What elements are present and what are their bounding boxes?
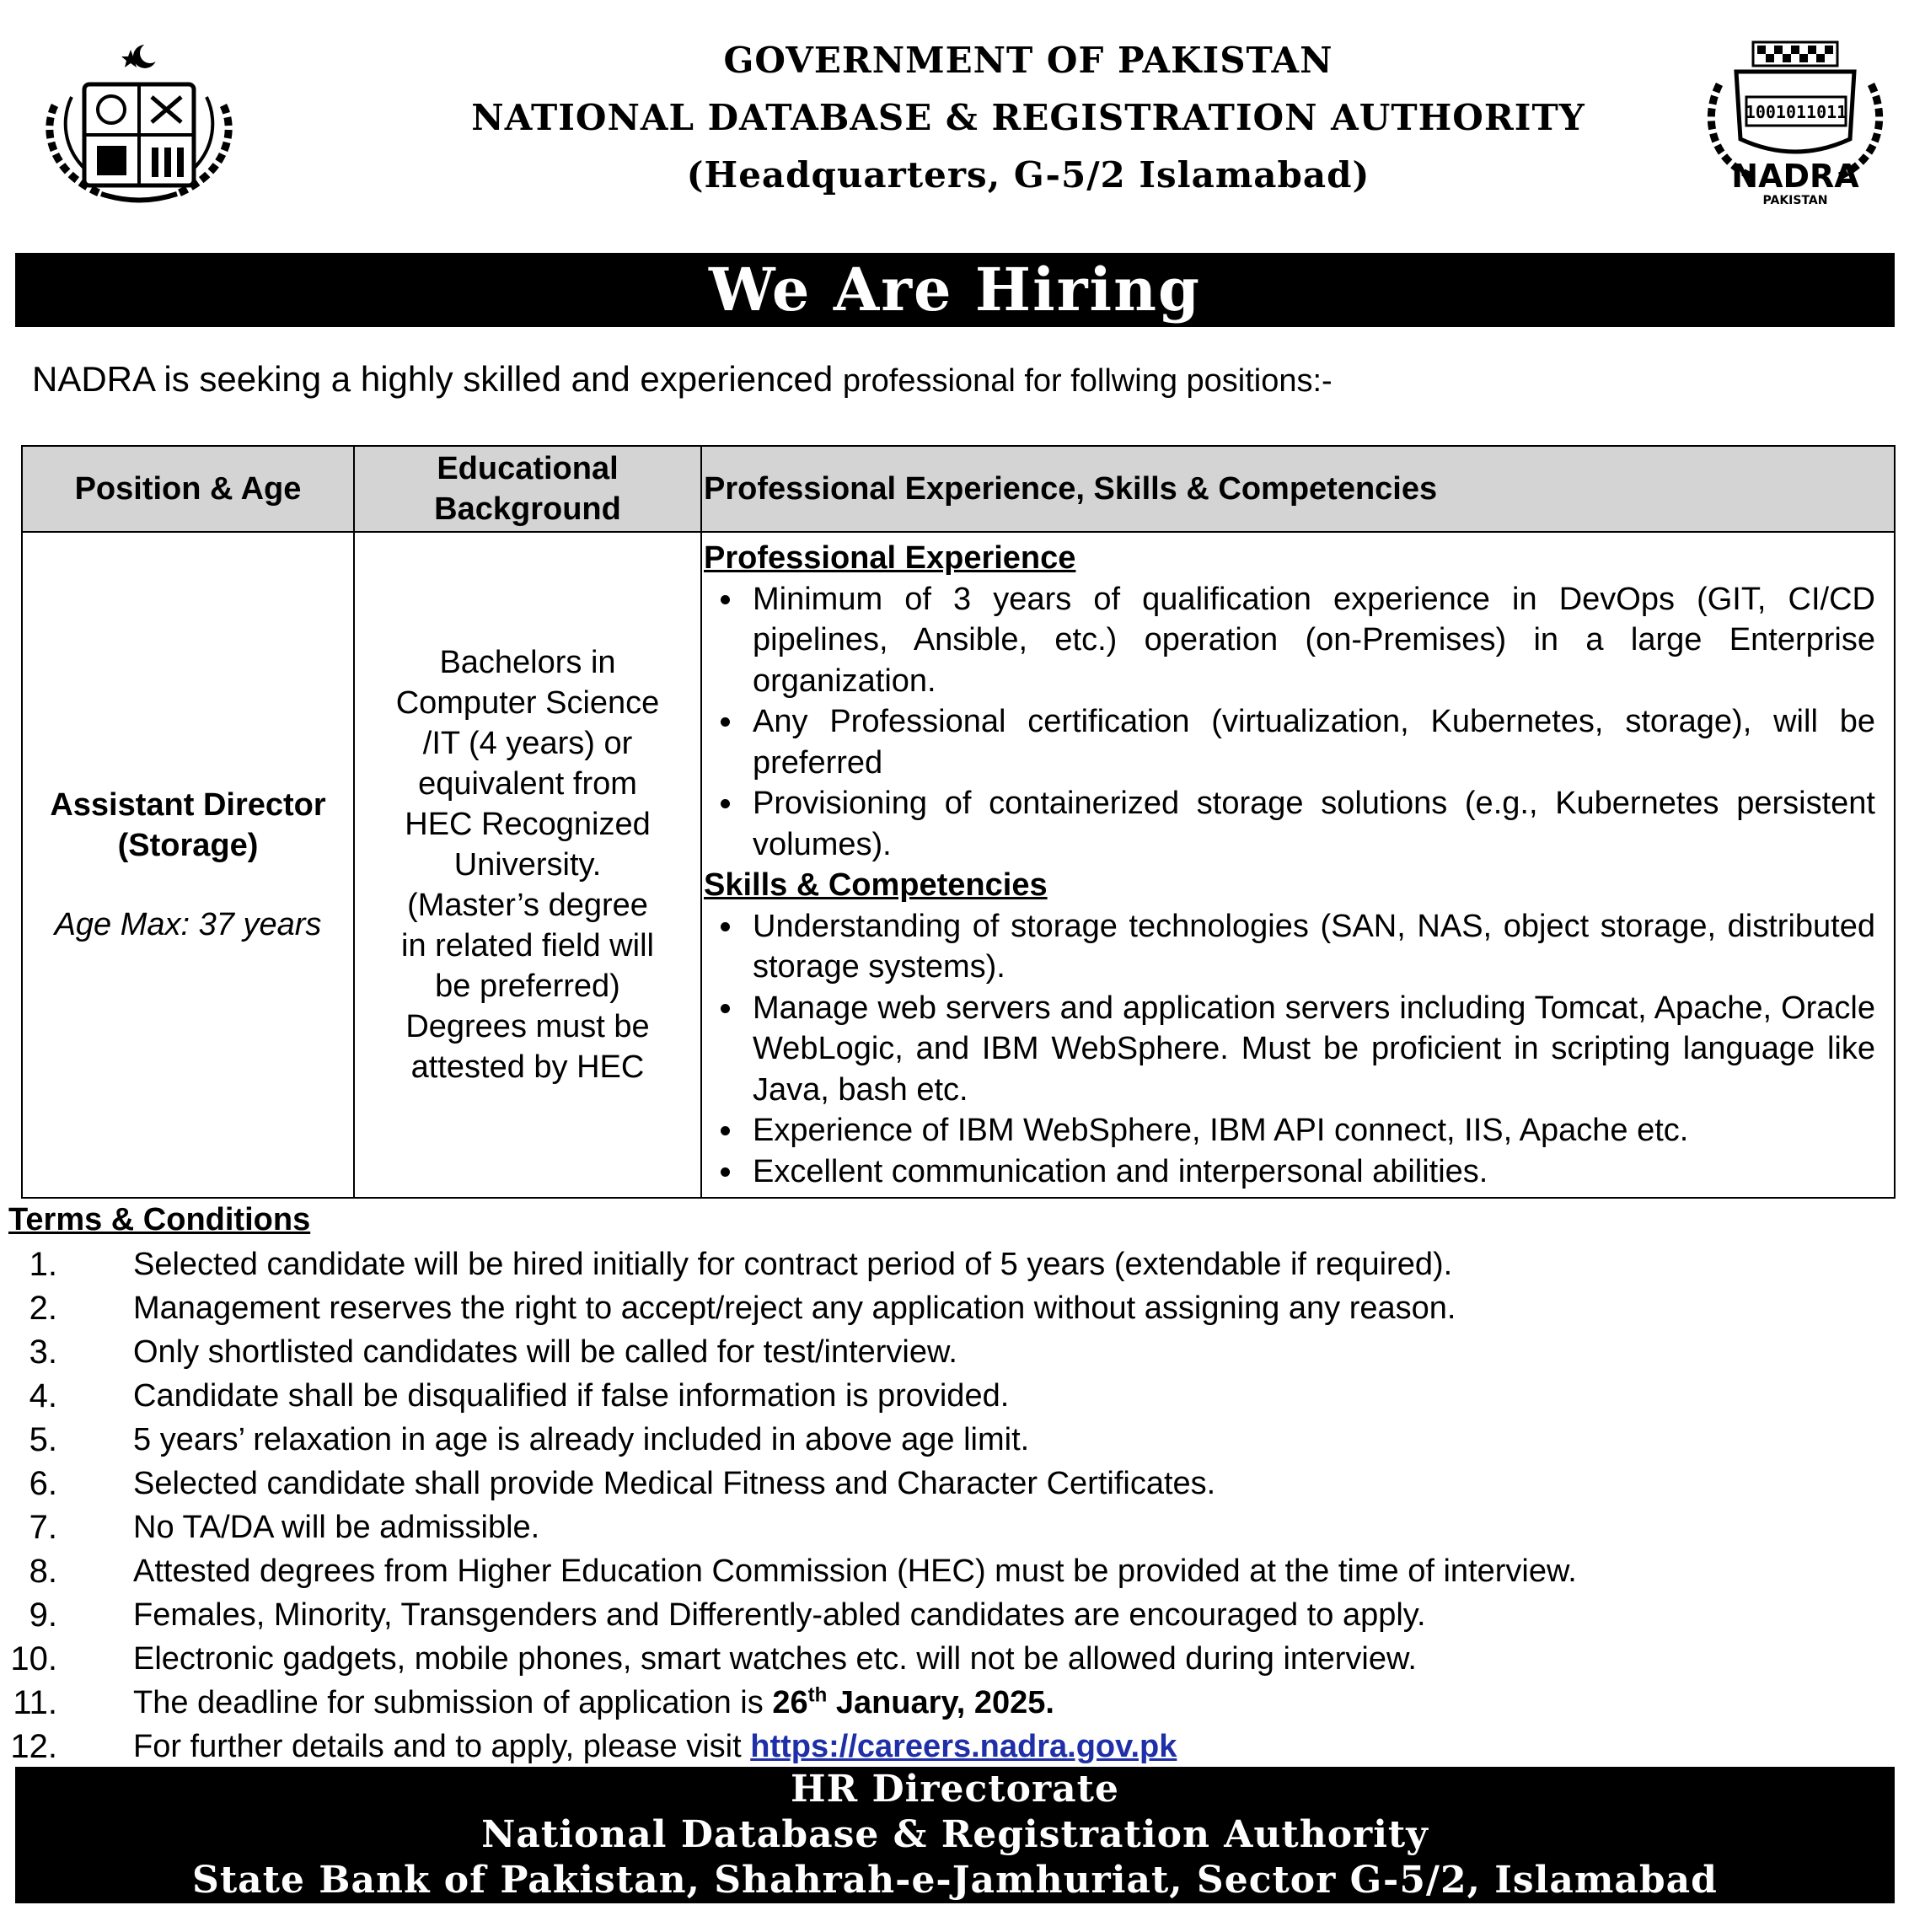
bullet-icon xyxy=(721,799,730,808)
term-item xyxy=(0,1330,1909,1374)
experience-list xyxy=(704,579,1875,866)
bullet-icon xyxy=(721,922,730,931)
government-title: GOVERNMENT OF PAKISTAN xyxy=(723,40,1333,81)
nadra-emblem-text: NADRA xyxy=(1731,158,1859,195)
deadline-date: 26th January, 2025. xyxy=(772,1683,1054,1720)
term-text: Selected candidate will be hired initially for contract period of 5 years (extendable if required). xyxy=(133,1247,1453,1282)
term-item xyxy=(0,1418,1909,1462)
education-line: Bachelors in xyxy=(439,645,616,680)
term-number: 3. xyxy=(29,1334,57,1371)
term-text: Attested degrees from Higher Education Commission (HEC) must be provided at the time of interview. xyxy=(133,1554,1577,1589)
term-item-deadline xyxy=(0,1681,1909,1725)
term-number: 7. xyxy=(29,1509,57,1546)
footer-contact xyxy=(15,1767,1895,1903)
term-number: 2. xyxy=(29,1290,57,1327)
intro-text-small: professional for follwing positions:- xyxy=(842,363,1333,399)
term-item xyxy=(0,1637,1909,1681)
terms-list xyxy=(0,1242,1909,1768)
education-line: (Master’s degree xyxy=(407,888,648,923)
terms-title: Terms & Conditions xyxy=(8,1202,311,1237)
list-item: Manage web servers and application servers including Tomcat, Apache, Oracle WebLogic, and IBM WebSphere. Must be proficient in scripting language like Java, bash etc. xyxy=(721,988,1875,1111)
education-line: in related field will xyxy=(401,928,654,963)
age-limit: Age Max: 37 years xyxy=(54,907,322,942)
term-text: Only shortlisted candidates will be called for test/interview. xyxy=(133,1334,957,1370)
government-of-pakistan-emblem xyxy=(25,38,253,207)
headquarters-address: (Headquarters, G-5/2 Islamabad) xyxy=(686,154,1370,196)
intro-text-large: NADRA is seeking a highly skilled and experienced xyxy=(32,359,834,399)
education-line: HEC Recognized xyxy=(405,807,651,842)
footer-directorate: HR Directorate xyxy=(791,1768,1119,1811)
education-cell xyxy=(354,532,701,1198)
list-item: Provisioning of containerized storage solutions (e.g., Kubernetes persistent volumes). xyxy=(721,783,1875,865)
apply-text xyxy=(133,1725,1177,1768)
table-header-row xyxy=(22,446,1895,532)
list-item: Excellent communication and interpersonal abilities. xyxy=(721,1151,1875,1193)
experience-cell xyxy=(701,532,1895,1198)
term-number: 4. xyxy=(29,1377,57,1414)
term-text: Selected candidate shall provide Medical Fitness and Character Certificates. xyxy=(133,1466,1216,1501)
skills-list xyxy=(704,906,1875,1193)
bullet-icon xyxy=(721,1004,730,1013)
header-education: Educational Background xyxy=(354,446,701,532)
term-number: 5. xyxy=(29,1421,57,1458)
list-item: Any Professional certification (virtualization, Kubernetes, storage), will be preferred xyxy=(721,701,1875,783)
term-text: No TA/DA will be admissible. xyxy=(133,1510,540,1545)
term-item xyxy=(0,1286,1909,1330)
nadra-emblem-digits: 1001011011 xyxy=(1745,102,1847,122)
header-experience: Professional Experience, Skills & Competencies xyxy=(701,446,1895,532)
skills-title: Skills & Competencies xyxy=(704,867,1048,903)
term-item xyxy=(0,1242,1909,1286)
term-item xyxy=(0,1462,1909,1505)
footer-authority: National Database & Registration Authority xyxy=(481,1813,1429,1856)
term-text: Electronic gadgets, mobile phones, smart watches etc. will not be allowed during interview. xyxy=(133,1641,1417,1677)
document-header xyxy=(0,0,1909,219)
term-number: 12. xyxy=(10,1728,57,1765)
experience-title: Professional Experience xyxy=(704,540,1076,576)
nadra-emblem-subtext: PAKISTAN xyxy=(1762,194,1828,207)
nadra-emblem xyxy=(1694,34,1896,211)
table-row xyxy=(22,532,1895,1198)
bullet-icon xyxy=(721,595,730,604)
term-text: Candidate shall be disqualified if false information is provided. xyxy=(133,1378,1010,1414)
education-line: University. xyxy=(453,847,602,883)
authority-title: NATIONAL DATABASE & REGISTRATION AUTHORITY xyxy=(471,97,1585,138)
list-item: Experience of IBM WebSphere, IBM API connect, IIS, Apache etc. xyxy=(721,1110,1875,1151)
positions-table xyxy=(21,445,1896,1199)
education-line: Computer Science xyxy=(395,685,660,721)
deadline-prefix: The deadline for submission of application is xyxy=(133,1685,764,1720)
term-item xyxy=(0,1593,1909,1637)
term-item xyxy=(0,1374,1909,1418)
term-number: 8. xyxy=(29,1553,57,1590)
education-line: be preferred) xyxy=(435,969,620,1004)
intro-text xyxy=(32,354,1333,406)
term-number: 10. xyxy=(10,1640,57,1677)
header-position-age: Position & Age xyxy=(22,446,354,532)
term-text: Management reserves the right to accept/reject any application without assigning any reason. xyxy=(133,1291,1456,1326)
education-line: /IT (4 years) or xyxy=(422,726,633,761)
term-number: 9. xyxy=(29,1597,57,1634)
bullet-icon xyxy=(721,717,730,727)
education-line: Degrees must be xyxy=(405,1009,650,1044)
position-title-line1: Assistant Director xyxy=(50,787,326,823)
term-item xyxy=(0,1505,1909,1549)
hiring-banner: We Are Hiring xyxy=(15,253,1895,327)
deadline-text xyxy=(133,1681,1054,1725)
term-text: 5 years’ relaxation in age is already included in above age limit. xyxy=(133,1422,1030,1457)
list-item: Minimum of 3 years of qualification experience in DevOps (GIT, CI/CD pipelines, Ansible, etc.) operation (on-Premises) in a large Enterprise organization. xyxy=(721,579,1875,702)
term-item xyxy=(0,1549,1909,1593)
term-number: 1. xyxy=(29,1246,57,1283)
term-number: 11. xyxy=(13,1684,57,1721)
term-text: Females, Minority, Transgenders and Differently-abled candidates are encouraged to apply. xyxy=(133,1597,1426,1633)
list-item: Understanding of storage technologies (SAN, NAS, object storage, distributed storage systems). xyxy=(721,906,1875,988)
footer-address: State Bank of Pakistan, Shahrah-e-Jamhuriat, Sector G-5/2, Islamabad xyxy=(192,1859,1718,1902)
position-title-line2: (Storage) xyxy=(117,828,259,863)
education-line: attested by HEC xyxy=(410,1049,645,1085)
position-cell xyxy=(22,532,354,1198)
bullet-icon xyxy=(721,1126,730,1135)
term-item-apply xyxy=(0,1725,1909,1768)
bullet-icon xyxy=(721,1167,730,1177)
apply-prefix: For further details and to apply, please visit xyxy=(133,1729,742,1764)
term-number: 6. xyxy=(29,1465,57,1502)
education-line: equivalent from xyxy=(418,766,637,802)
careers-link[interactable]: https://careers.nadra.gov.pk xyxy=(750,1729,1177,1764)
